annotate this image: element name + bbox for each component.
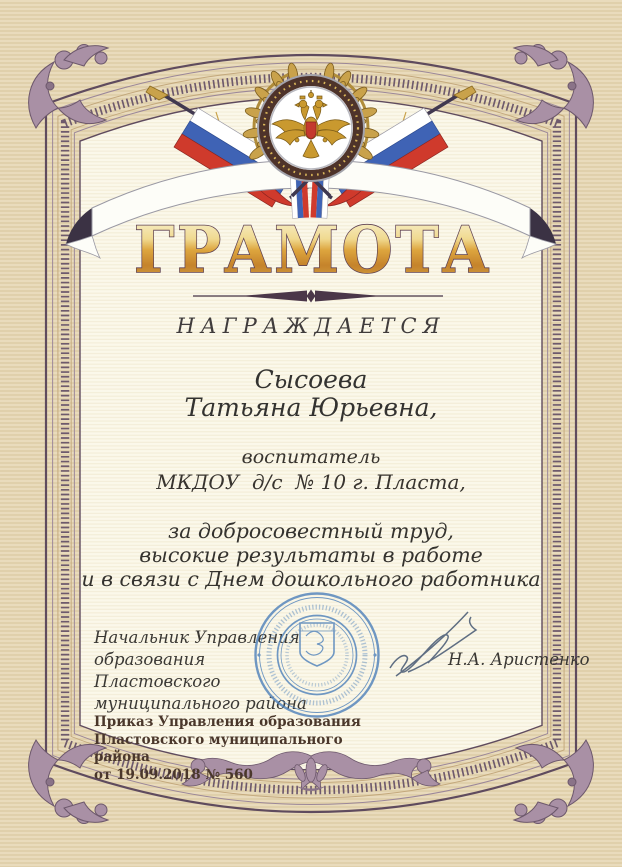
- recipient-organization: МКДОУ д/с № 10 г. Пласта,: [156, 470, 466, 494]
- certificate-title: ГРАМОТА: [134, 213, 492, 288]
- signatory-title: [94, 627, 354, 715]
- recipient-last-name: Сысоева: [254, 365, 368, 394]
- signatory-title-line-1: Начальник Управления образования: [94, 628, 300, 669]
- recipient-first-patronymic: Татьяна Юрьевна,: [184, 393, 438, 422]
- signatory-title-line-2: Пластовского муниципального района: [94, 672, 307, 713]
- recipient-position: воспитатель: [241, 446, 381, 468]
- award-reason: [0, 519, 622, 591]
- spearhead-left-icon: [146, 86, 168, 100]
- reason-line-1: за добросовестный труд,: [168, 519, 454, 543]
- order-reference: [94, 714, 394, 784]
- corner-ornament-bottom-right: [514, 740, 593, 824]
- order-line-2: Пластовского муниципального района: [94, 731, 343, 765]
- order-line-3: от 19.09.2018 № 560: [94, 766, 253, 783]
- awarded-label: НАГРАЖДАЕТСЯ: [176, 314, 446, 338]
- spearhead-right-icon: [454, 86, 476, 100]
- reason-line-2: высокие результаты в работе: [139, 543, 483, 567]
- signatory-name: Н.А. Аристенко: [448, 650, 590, 669]
- reason-line-3: и в связи с Днем дошкольного работника: [81, 567, 541, 591]
- order-line-1: Приказ Управления образования: [94, 714, 361, 730]
- recipient-name: [0, 366, 622, 422]
